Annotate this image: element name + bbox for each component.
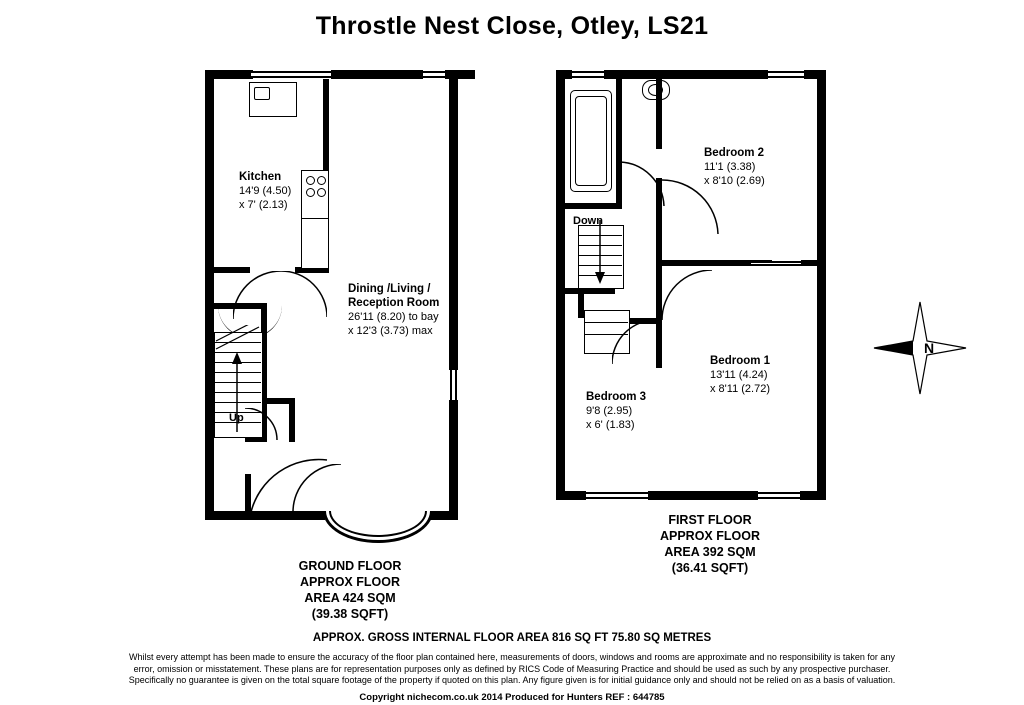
gf-window-right xyxy=(450,370,457,400)
ff-caption-line-2: APPROX FLOOR xyxy=(659,529,760,543)
ff-bedroom-divider-window xyxy=(751,261,801,266)
ff-wall-bottom-mid xyxy=(648,491,758,500)
disclaimer-line-2: error, omission or misstatement. These plans are for representation purposes only as defined by RICS Code of Measuring Practice and should be used as such by any prospective purchaser. xyxy=(133,663,891,674)
ff-wall-bottom-right xyxy=(800,491,826,500)
ff-bedroom2-dim2: x 8'10 (2.69) xyxy=(704,175,765,187)
gf-reception-label xyxy=(348,282,439,338)
copyright-text: Copyright nichecom.co.uk 2014 Produced for Hunters REF : 644785 xyxy=(359,692,665,703)
ff-bedroom2-wall-bottom-2 xyxy=(801,260,821,266)
gf-reception-name-1: Dining /Living / xyxy=(348,283,431,295)
gf-hob-ring-4 xyxy=(317,188,326,197)
gf-kitchen-door-swing-right xyxy=(279,271,327,319)
ff-bath-inner xyxy=(575,96,607,186)
first-floor-plan xyxy=(556,70,826,510)
gf-front-door-jamb xyxy=(245,474,251,512)
gf-caption-line-4: (39.38 SQFT) xyxy=(311,607,389,621)
ff-caption-line-4: (36.41 SQFT) xyxy=(671,561,749,575)
ff-window-bottom-1 xyxy=(586,492,648,499)
ff-stairs-down-label: Down xyxy=(573,215,603,227)
ff-bedroom1-door-swing xyxy=(662,270,714,322)
ff-window-top-1 xyxy=(572,71,604,78)
gf-reception-door-swing xyxy=(291,464,343,514)
gf-wall-left-lower xyxy=(205,303,214,520)
ff-bedroom1-dim2: x 8'11 (2.72) xyxy=(710,383,770,395)
ff-caption-line-1: FIRST FLOOR xyxy=(668,513,752,527)
disclaimer-text xyxy=(0,652,1024,687)
ff-caption-line-3: AREA 392 SQM xyxy=(664,545,756,559)
gf-hob-ring-2 xyxy=(317,176,326,185)
gf-kitchen-name: Kitchen xyxy=(239,171,282,183)
ground-floor-plan xyxy=(205,70,475,530)
disclaimer-line-1: Whilst every attempt has been made to ensure the accuracy of the floor plan contained here, measurements of doors, windows and rooms are approximate and no responsibility is taken for any xyxy=(129,652,895,662)
ff-wall-bottom-left xyxy=(556,491,586,500)
page-title: Throstle Nest Close, Otley, LS21 xyxy=(315,12,709,40)
compass-rose xyxy=(872,300,968,396)
ff-bedroom3-door-swing xyxy=(612,320,658,366)
gf-kitchen-dim1: 14'9 (4.50) xyxy=(239,185,292,197)
gf-wall-top-mid xyxy=(331,70,423,79)
ff-bedroom2-name: Bedroom 2 xyxy=(704,147,765,159)
gf-wall-right-upper xyxy=(449,70,458,370)
gf-wall-bottom-right xyxy=(430,511,458,520)
ff-bedroom3-door-jamb xyxy=(652,318,662,324)
gf-stairs-up-label: Up xyxy=(229,412,244,424)
gf-caption-line-3: AREA 424 SQM xyxy=(304,591,396,605)
ff-stair-direction-arrow xyxy=(590,220,610,286)
gf-wall-right-lower xyxy=(449,400,458,520)
gf-kitchen-door-swing-left xyxy=(233,271,283,321)
gf-sink-bowl xyxy=(254,87,270,100)
gf-understairs-door-swing xyxy=(245,408,279,442)
ff-bedroom3-dim1: 9'8 (2.95) xyxy=(586,405,633,417)
ff-bedroom1-dim1: 13'11 (4.24) xyxy=(710,369,768,381)
gf-hob-ring-1 xyxy=(306,176,315,185)
gf-reception-name-2: Reception Room xyxy=(348,297,440,309)
gf-window-top-2 xyxy=(423,71,445,78)
gf-kitchen-label xyxy=(239,170,291,212)
gf-kitchen-dim2: x 7' (2.13) xyxy=(239,199,288,211)
gf-counter-unit xyxy=(301,218,329,269)
ff-bathroom-wall-bottom xyxy=(565,203,622,209)
compass-north-letter: N xyxy=(924,340,935,356)
compass-icon xyxy=(872,300,968,396)
ground-floor-caption xyxy=(255,558,445,622)
gf-hall-wall-right xyxy=(289,398,295,442)
ff-bedroom2-label xyxy=(704,146,765,188)
ff-bedroom1-name: Bedroom 1 xyxy=(710,355,771,367)
ff-window-bottom-2 xyxy=(758,492,800,499)
ff-bedroom3-label xyxy=(586,390,646,432)
ff-bathroom-door-swing xyxy=(618,160,666,208)
ff-wall-left xyxy=(556,70,565,500)
ff-bedroom3-name: Bedroom 3 xyxy=(586,391,647,403)
ff-bedroom3-dim2: x 6' (1.83) xyxy=(586,419,635,431)
gf-hall-wall-top xyxy=(205,303,267,309)
gf-window-top-1 xyxy=(251,71,331,78)
ff-bedroom2-dim1: 11'1 (3.38) xyxy=(704,161,756,173)
disclaimer-line-3: Specifically no guarantee is given on the total square footage of the property if quoted on this plan. Any figure given is for initial guidance only and should not be relied on as a basis of valuation. xyxy=(128,675,896,685)
gf-hob-ring-3 xyxy=(306,188,315,197)
gross-area-text: APPROX. GROSS INTERNAL FLOOR AREA 816 SQ FT 75.80 SQ METRES xyxy=(312,632,712,644)
gf-reception-dim1: 26'11 (8.20) to bay xyxy=(348,311,439,323)
ff-wall-right xyxy=(817,70,826,500)
gf-reception-dim2: x 12'3 (3.73) max xyxy=(348,325,433,337)
ff-landing-wall-vertical xyxy=(656,79,662,149)
ff-bedroom1-label xyxy=(710,354,770,396)
ff-bathroom-door-jamb xyxy=(616,154,622,162)
ff-window-top-2 xyxy=(768,71,804,78)
first-floor-caption xyxy=(615,512,805,576)
gf-stair-break-lines xyxy=(214,325,261,351)
gf-caption-line-2: APPROX FLOOR xyxy=(299,575,400,589)
gf-caption-line-1: GROUND FLOOR xyxy=(298,559,402,573)
ff-wall-top-mid xyxy=(604,70,768,79)
